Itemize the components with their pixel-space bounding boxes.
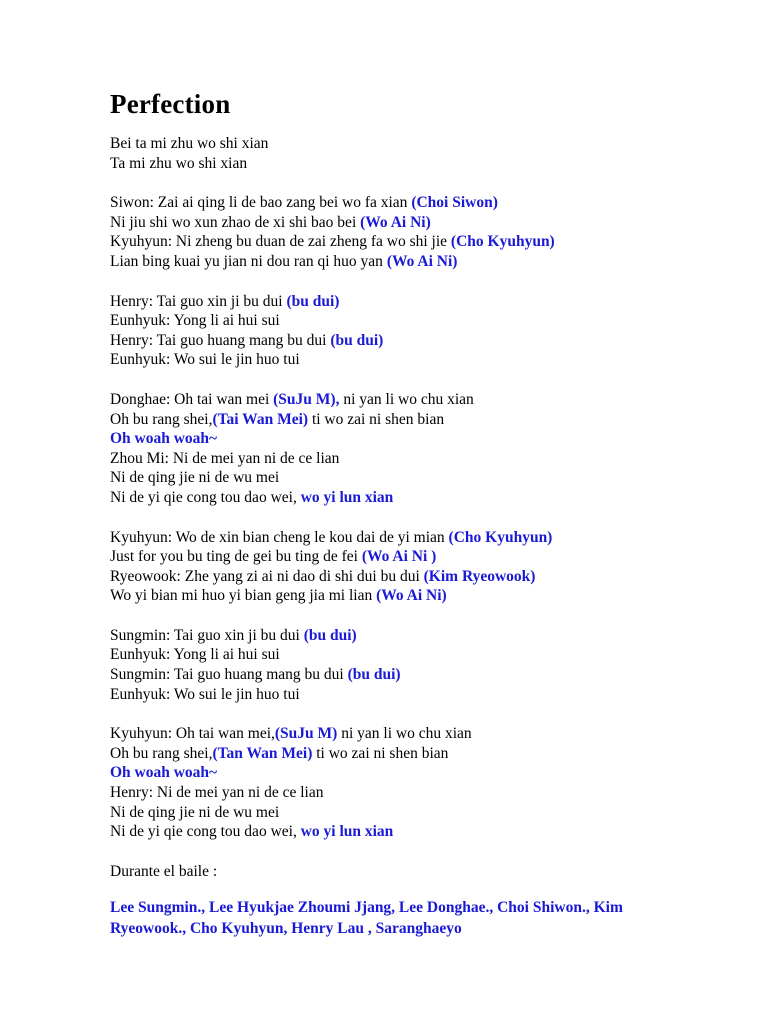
lyric-text: Ni de qing jie ni de wu mei — [110, 803, 280, 821]
lyric-line — [110, 685, 730, 705]
lyric-line — [110, 193, 730, 213]
lyric-line — [110, 390, 730, 410]
lyric-line — [110, 311, 730, 331]
highlighted-text: (bu dui) — [347, 666, 401, 684]
lyric-text: Ni de yi qie cong tou dao wei, — [110, 488, 301, 506]
lyric-line — [110, 429, 730, 449]
lyric-text: Kyuhyun: Oh tai wan mei, — [110, 725, 275, 743]
highlighted-text: wo yi lun xian — [300, 488, 394, 506]
lyric-line — [110, 449, 730, 469]
lyric-text: Siwon: Zai ai qing li de bao zang bei wo fa xian — [110, 194, 412, 212]
lyric-line — [110, 292, 730, 312]
lyric-line — [110, 763, 730, 783]
lyric-text: Ni jiu shi wo xun zhao de xi shi bao bei — [110, 213, 361, 231]
stanza — [110, 528, 730, 606]
highlighted-text: (Kim Ryeowook) — [423, 567, 536, 585]
highlighted-text: (bu dui) — [286, 292, 340, 310]
lyric-line — [110, 645, 730, 665]
highlighted-text: (bu dui) — [330, 331, 384, 349]
lyric-line — [110, 724, 730, 744]
outro-label: Durante el baile : — [110, 862, 218, 880]
lyric-line — [110, 331, 730, 351]
lyrics-document — [110, 88, 730, 959]
lyric-text: Kyuhyun: Ni zheng bu duan de zai zheng fa wo shi jie — [110, 233, 451, 251]
highlighted-text: (Cho Kyuhyun) — [450, 233, 555, 251]
outro-stanza — [110, 862, 730, 939]
lyric-text: Eunhyuk: Yong li ai hui sui — [110, 312, 280, 330]
stanza — [110, 134, 730, 173]
lyric-text: Henry: Ni de mei yan ni de ce lian — [110, 784, 324, 802]
lyric-text: Oh bu rang shei, — [110, 744, 213, 762]
highlighted-text: (Tai Wan Mei) — [212, 410, 309, 428]
lyric-line — [110, 252, 730, 272]
lyric-line — [110, 410, 730, 430]
lyric-line — [110, 528, 730, 548]
highlighted-text: (SuJu M), — [273, 390, 340, 408]
lyric-text: Lian bing kuai yu jian ni dou ran qi huo yan — [110, 252, 387, 270]
highlighted-text: (Cho Kyuhyun) — [448, 528, 553, 546]
highlighted-text: (Wo Ai Ni ) — [361, 548, 437, 566]
highlighted-text: Oh woah woah~ — [110, 764, 218, 782]
lyric-text: Wo yi bian mi huo yi bian geng jia mi lian — [110, 587, 377, 605]
lyric-line — [110, 822, 730, 842]
lyric-text: Henry: Tai guo xin ji bu dui — [110, 292, 287, 310]
lyric-line — [110, 213, 730, 233]
highlighted-text: (Wo Ai Ni) — [360, 213, 431, 231]
lyric-line — [110, 468, 730, 488]
lyric-text: ti wo zai ni shen bian — [308, 410, 445, 428]
lyric-line — [110, 547, 730, 567]
lyric-text: ni yan li wo chu xian — [337, 725, 472, 743]
lyric-line — [110, 154, 730, 174]
highlighted-text: Oh woah woah~ — [110, 430, 218, 448]
lyric-text: Ni de qing jie ni de wu mei — [110, 469, 280, 487]
lyric-text: Sungmin: Tai guo huang mang bu dui — [110, 666, 348, 684]
lyric-text: Sungmin: Tai guo xin ji bu dui — [110, 626, 304, 644]
highlighted-text: (Choi Siwon) — [411, 194, 498, 212]
highlighted-text: (Wo Ai Ni) — [376, 587, 447, 605]
lyric-line — [110, 567, 730, 587]
lyric-line — [110, 744, 730, 764]
lyric-text: Eunhyuk: Wo sui le jin huo tui — [110, 351, 300, 369]
lyric-text: Ta mi zhu wo shi xian — [110, 154, 248, 172]
lyric-line — [110, 665, 730, 685]
lyric-text: Oh bu rang shei, — [110, 410, 213, 428]
highlighted-text: (Wo Ai Ni) — [386, 252, 458, 270]
lyric-text: Donghae: Oh tai wan mei — [110, 390, 274, 408]
document-title: Perfection — [110, 89, 231, 119]
lyric-text: ti wo zai ni shen bian — [312, 744, 449, 762]
stanza — [110, 626, 730, 704]
stanza — [110, 193, 730, 271]
lyric-text: Kyuhyun: Wo de xin bian cheng le kou dai de yi mian — [110, 528, 449, 546]
lyric-text: Zhou Mi: Ni de mei yan ni de ce lian — [110, 449, 340, 467]
highlighted-text: (bu dui) — [303, 626, 357, 644]
highlighted-text: wo yi lun xian — [300, 823, 394, 841]
lyric-line — [110, 803, 730, 823]
lyric-text: Ni de yi qie cong tou dao wei, — [110, 823, 301, 841]
lyric-line — [110, 626, 730, 646]
stanza — [110, 292, 730, 370]
highlighted-text: (SuJu M) — [274, 725, 338, 743]
outro-names: Lee Sungmin., Lee Hyukjae Zhoumi Jjang, Lee Donghae., Choi Shiwon., Kim Ryeowook., Cho Kyuhyun, Henry Lau , Saranghaeyo — [110, 898, 623, 937]
lyric-text: Eunhyuk: Yong li ai hui sui — [110, 646, 280, 664]
lyric-text: ni yan li wo chu xian — [339, 390, 474, 408]
lyric-text: Eunhyuk: Wo sui le jin huo tui — [110, 685, 300, 703]
stanza — [110, 390, 730, 508]
lyric-line — [110, 586, 730, 606]
lyric-line — [110, 488, 730, 508]
lyric-text: Henry: Tai guo huang mang bu dui — [110, 331, 331, 349]
lyric-text: Just for you bu ting de gei bu ting de fei — [110, 548, 362, 566]
lyric-line — [110, 783, 730, 803]
stanza — [110, 724, 730, 842]
lyric-text: Bei ta mi zhu wo shi xian — [110, 135, 269, 152]
lyric-line — [110, 134, 730, 154]
stanza-list — [110, 134, 730, 842]
lyric-line — [110, 350, 730, 370]
lyric-text: Ryeowook: Zhe yang zi ai ni dao di shi dui bu dui — [110, 567, 424, 585]
lyric-line — [110, 232, 730, 252]
highlighted-text: (Tan Wan Mei) — [212, 744, 313, 762]
